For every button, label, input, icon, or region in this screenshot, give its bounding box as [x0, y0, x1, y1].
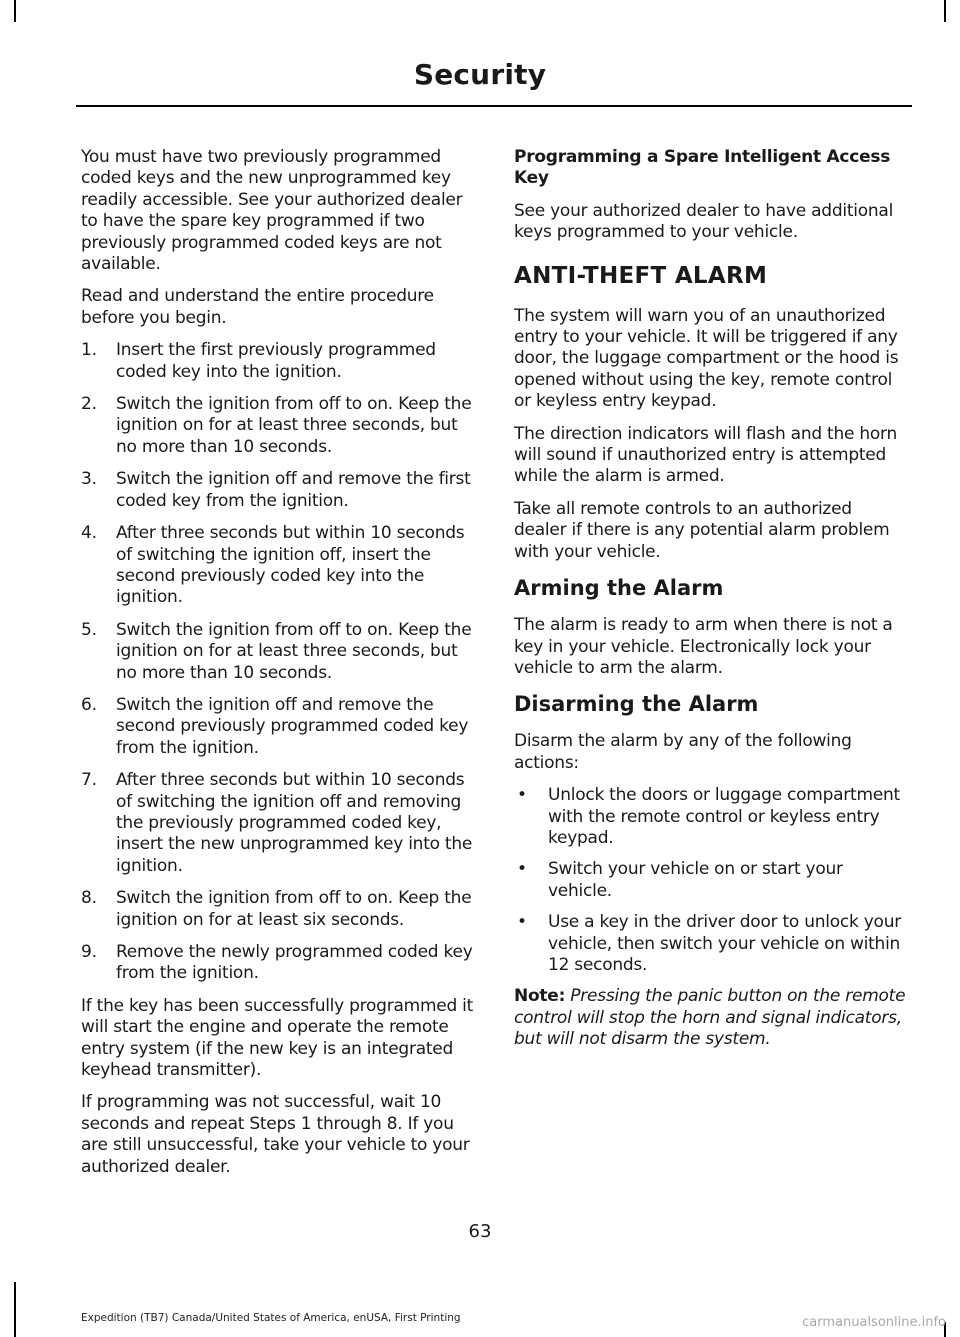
crop-mark-top-left-vertical [14, 0, 16, 22]
arming-paragraph: The alarm is ready to arm when there is not a key in your vehicle. Electronically lock your vehicle to arm the alarm. [514, 615, 893, 678]
step-number: 8. [81, 888, 97, 909]
alarm-paragraph-2: The direction indicators will flash and the horn will sound if unauthorized entry is attempted while the alarm is armed. [514, 423, 897, 487]
step-text: Switch the ignition off and remove the second previously programmed coded key from the ignition. [116, 694, 469, 758]
step-number: 4. [81, 523, 97, 544]
arming-heading: Arming the Alarm [514, 576, 724, 601]
footer-text: Expedition (TB7) Canada/United States of America, enUSA, First Printing [81, 1312, 461, 1324]
step-number: 2. [81, 394, 97, 415]
step-item [81, 770, 474, 877]
step-text: After three seconds but within 10 seconds of switching the ignition off, insert the second previously coded key into the ignition. [116, 523, 465, 608]
right-column [514, 147, 906, 1062]
outro-paragraph-1: If the key has been successfully programmed it will start the engine and operate the remote entry system (if the new key is an integrated keyhead transmitter). [81, 995, 474, 1081]
step-number: 5. [81, 619, 97, 640]
page-header-title: Security [413, 58, 547, 91]
header-rule [76, 105, 912, 107]
disarming-paragraph: Disarm the alarm by any of the following actions: [514, 731, 852, 773]
bullet-text: Use a key in the driver door to unlock your vehicle, then switch your vehicle on within 12 seconds. [548, 912, 901, 975]
crop-mark-bottom-left-vertical [14, 1282, 16, 1337]
step-text: Switch the ignition from off to on. Keep the ignition on for at least three seconds, but no more than 10 seconds. [116, 619, 472, 683]
bullet-item [514, 912, 906, 976]
bullet-item [514, 859, 906, 902]
bullet-dot: • [517, 912, 527, 933]
step-item [81, 695, 474, 759]
step-number: 1. [81, 340, 97, 361]
step-item [81, 340, 474, 383]
bullet-dot: • [517, 859, 527, 880]
bullet-dot: • [517, 785, 527, 806]
bullet-text: Switch your vehicle on or start your vehicle. [548, 859, 843, 901]
intro-paragraph-1: You must have two previously programmed coded keys and the new unprogrammed key readily accessible. See your authorized dealer to have the spare key programmed if two previously programmed coded keys are not available. [81, 147, 463, 275]
spare-key-heading: Programming a Spare Intelligent Access Key [514, 147, 891, 189]
step-text: After three seconds but within 10 seconds of switching the ignition off and removing the previously programmed coded key, insert the new unprogrammed key into the ignition. [116, 770, 473, 876]
step-item [81, 394, 474, 458]
disarming-heading: Disarming the Alarm [514, 692, 759, 717]
step-item [81, 620, 474, 684]
step-text: Switch the ignition from off to on. Keep the ignition on for at least three seconds, but no more than 10 seconds. [116, 394, 472, 457]
step-item [81, 523, 474, 609]
intro-paragraph-2: Read and understand the entire procedure before you begin. [81, 286, 434, 328]
spare-key-paragraph: See your authorized dealer to have additional keys programmed to your vehicle. [514, 200, 894, 243]
outro-paragraph-2: If programming was not successful, wait 10 seconds and repeat Steps 1 through 8. If you are still unsuccessful, take your vehicle to your authorized dealer. [81, 1092, 470, 1177]
alarm-paragraph-1: The system will warn you of an unauthorized entry to your vehicle. It will be triggered if any door, the luggage compartment or the hood is opened without using the key, remote control or keyless entry keypad. [514, 305, 899, 412]
step-text: Remove the newly programmed coded key from the ignition. [116, 942, 473, 984]
watermark: carmanualsonline.info [802, 1315, 946, 1330]
note-text: Pressing the panic button on the remote control will stop the horn and signal indicators, but will not disarm the system. [514, 986, 906, 1050]
bullet-text: Unlock the doors or luggage compartment with the remote control or keyless entry keypad. [548, 785, 900, 848]
step-text: Switch the ignition off and remove the first coded key from the ignition. [116, 469, 471, 511]
anti-theft-alarm-heading: ANTI-THEFT ALARM [514, 262, 768, 289]
alarm-paragraph-3: Take all remote controls to an authorized dealer if there is any potential alarm problem with your vehicle. [514, 498, 890, 562]
step-number: 6. [81, 694, 97, 715]
step-number: 9. [81, 942, 97, 962]
left-column [81, 147, 474, 1189]
step-text: Switch the ignition from off to on. Keep the ignition on for at least six seconds. [116, 888, 472, 930]
step-item [81, 942, 474, 985]
bullet-item [514, 785, 906, 849]
step-number: 7. [81, 770, 97, 791]
crop-mark-top-right-vertical [944, 0, 946, 22]
page-number: 63 [468, 1221, 492, 1242]
step-text: Insert the first previously programmed coded key into the ignition. [116, 340, 436, 382]
note-paragraph [514, 986, 906, 1050]
note-label: Note: [514, 986, 566, 1007]
step-number: 3. [81, 469, 97, 490]
step-item [81, 469, 474, 512]
step-item [81, 888, 474, 931]
